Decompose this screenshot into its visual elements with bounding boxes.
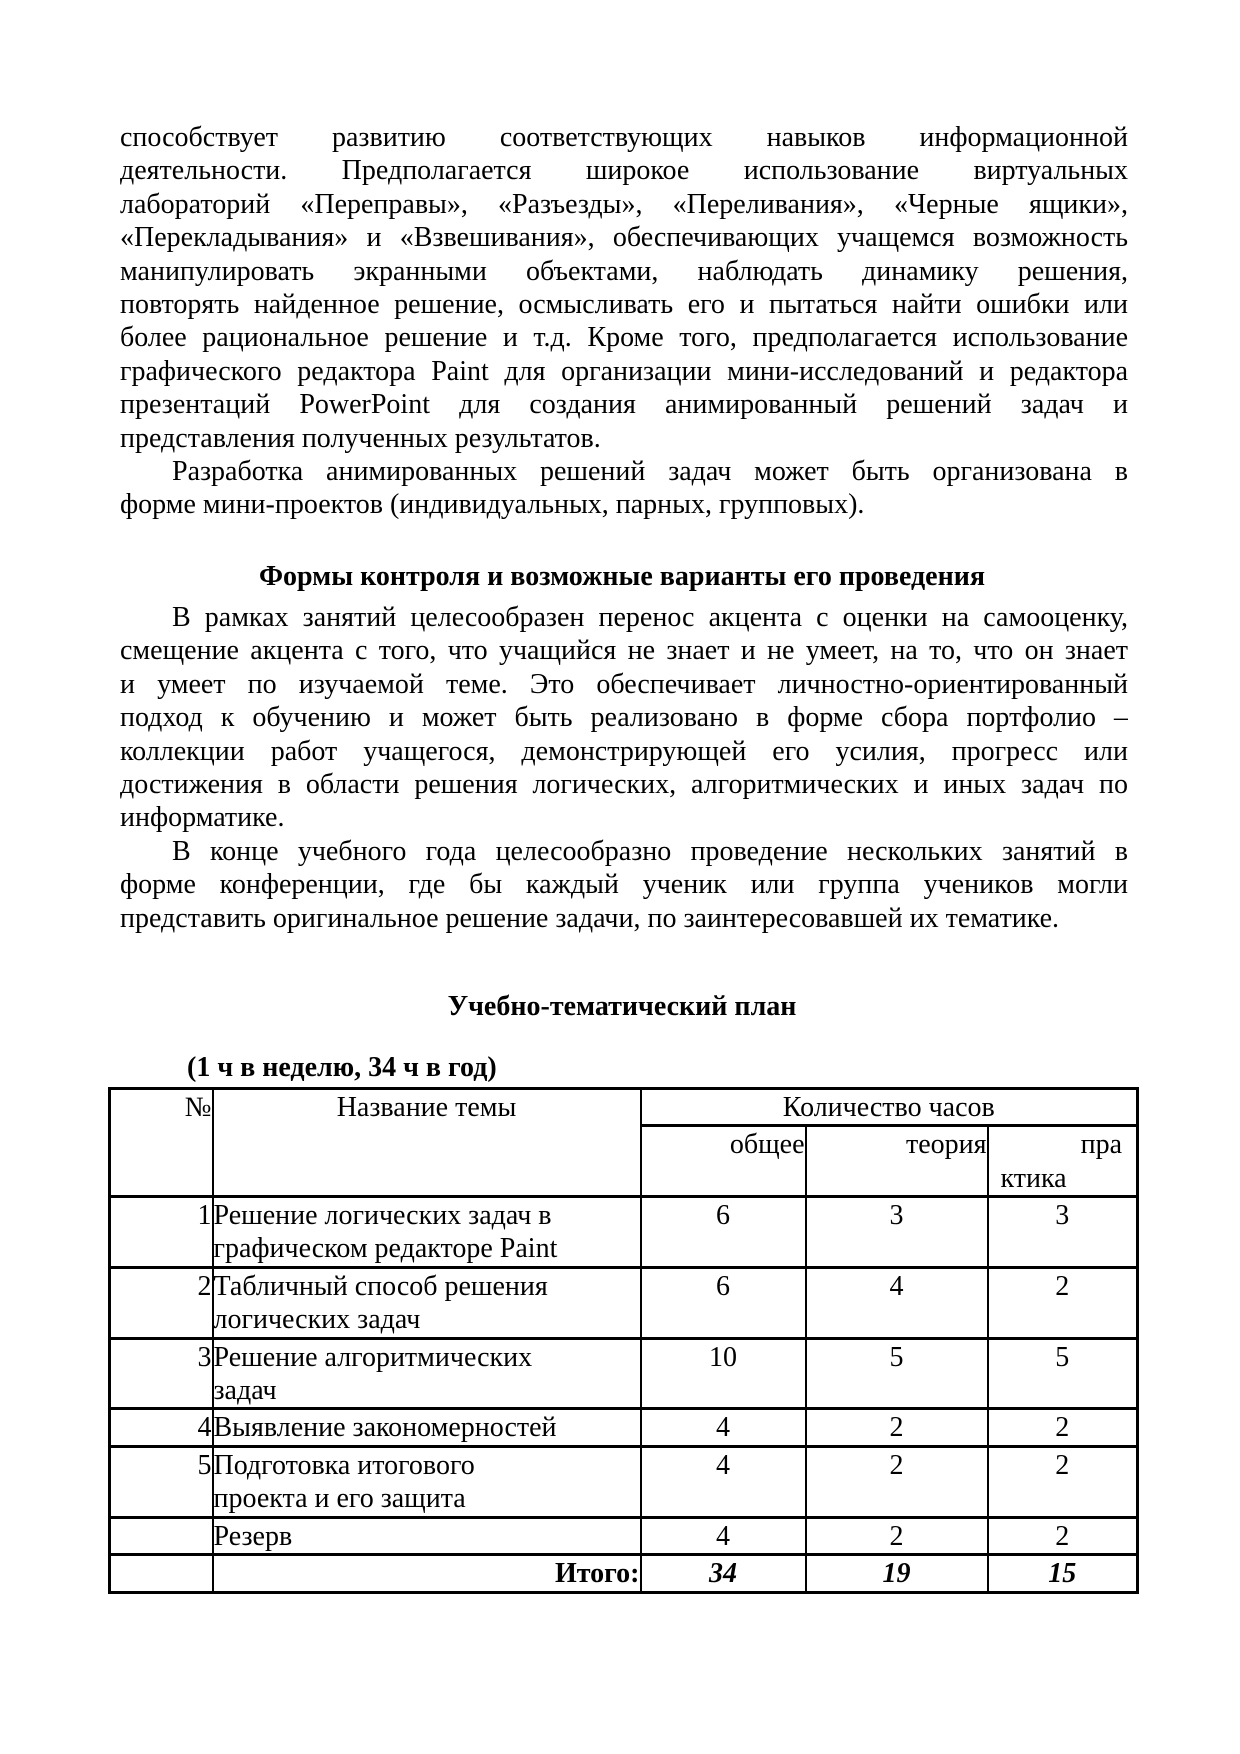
row-practice-hours: 2 [988,1409,1138,1446]
header-num: № [110,1088,213,1196]
text-line: графического редактора Paint для организации мини-исследований и редактора [120,355,1128,387]
row-topic [213,1267,641,1338]
text-line: повторять найденное решение, осмысливать его и пытаться найти ошибки или [120,288,1128,320]
row-theory-hours: 3 [806,1197,988,1268]
paragraph [120,601,1128,835]
text-line: «Перекладывания» и «Взвешивания», обеспечивающих учащемся возможность [120,222,1128,254]
row-number [110,1517,213,1554]
row-topic-line: графическом редакторе Paint [213,1233,558,1265]
table-row [110,1446,1138,1517]
text-line: презентаций PowerPoint для создания анимированный решений задач и [120,389,1128,421]
paragraph [120,455,1128,522]
table-header-row-1 [110,1088,1138,1125]
paragraph [120,835,1128,935]
total-row-theory: 19 [806,1555,988,1592]
row-topic-line: Резерв [213,1520,293,1552]
text-line: Разработка анимированных решений задач может быть организована в [172,455,1128,487]
row-topic-line: Решение алгоритмических [213,1341,533,1373]
text-line: более рациональное решение и т.д. Кроме того, предполагается использование [120,322,1128,354]
plan-heading: Учебно-тематический план [447,991,797,1022]
row-practice-hours: 2 [988,1267,1138,1338]
body-paragraphs-mid [108,601,1136,935]
text-line: достижения в области решения логических, алгоритмических и иных задач по [120,769,1128,801]
header-theory: теория [806,1126,988,1197]
header-total: общее [641,1126,806,1197]
text-line: и умеет по изучаемой теме. Это обеспечивает личностно-ориентированный [120,668,1128,700]
row-practice-hours: 2 [988,1446,1138,1517]
row-total-hours: 4 [641,1517,806,1554]
row-topic [213,1409,641,1446]
body-paragraphs-top [108,121,1136,522]
text-line: лабораторий «Переправы», «Разъезды», «Переливания», «Черные ящики», [120,188,1128,220]
text-line: способствует развитию соответствующих навыков информационной [120,122,1128,153]
text-line: информатике. [120,802,285,834]
text-line: В конце учебного года целесообразно проведение нескольких занятий в [172,835,1128,867]
row-practice-hours: 3 [988,1197,1138,1268]
text-line: В рамках занятий целесообразен перенос акцента с оценки на самооценку, [172,602,1128,634]
row-total-hours: 6 [641,1197,806,1268]
text-line: форме мини-проектов (индивидуальных, парных, групповых). [120,489,865,521]
page-content [108,121,1136,1594]
row-practice-hours: 2 [988,1517,1138,1554]
header-practice-line2: ктика [1000,1162,1067,1194]
plan-subheading: (1 ч в неделю, 34 ч в год) [187,1052,497,1084]
table-row [110,1409,1138,1446]
header-practice [988,1126,1138,1197]
row-total-hours: 6 [641,1267,806,1338]
row-total-hours: 4 [641,1446,806,1517]
row-topic-line: Решение логических задач в [213,1200,552,1232]
table-row [110,1338,1138,1409]
row-theory-hours: 4 [806,1267,988,1338]
row-theory-hours: 2 [806,1517,988,1554]
row-topic-line: проекта и его защита [213,1483,466,1515]
table-row [110,1517,1138,1554]
total-row-num-cell [110,1555,213,1592]
row-topic-line: задач [213,1375,277,1407]
table-row [110,1197,1138,1268]
total-row-label: Итого: [213,1555,641,1592]
text-line: смещение акцента с того, что учащийся не знает и не умеет, на то, что он знает [120,635,1128,667]
text-line: деятельности. Предполагается широкое использование виртуальных [120,155,1128,187]
row-topic-line: Подготовка итогового [213,1449,475,1481]
row-topic [213,1338,641,1409]
section-heading: Формы контроля и возможные варианты его проведения [258,560,986,592]
header-hours-group: Количество часов [641,1088,1138,1125]
row-number: 5 [110,1446,213,1517]
header-practice-line1: пра [1080,1129,1123,1161]
row-topic-line: Табличный способ решения [213,1270,548,1302]
row-topic-line: логических задач [213,1304,421,1336]
row-number: 3 [110,1338,213,1409]
row-topic [213,1446,641,1517]
row-total-hours: 10 [641,1338,806,1409]
row-number: 4 [110,1409,213,1446]
paragraph [120,121,1128,455]
text-line: манипулировать экранными объектами, наблюдать динамику решения, [120,255,1128,287]
text-line: представления полученных результатов. [120,422,601,454]
total-row-total: 34 [641,1555,806,1592]
row-total-hours: 4 [641,1409,806,1446]
row-theory-hours: 2 [806,1446,988,1517]
text-line: представить оригинальное решение задачи, по заинтересовавшей их тематике. [120,902,1060,934]
row-topic [213,1517,641,1554]
row-number: 2 [110,1267,213,1338]
row-practice-hours: 5 [988,1338,1138,1409]
row-theory-hours: 5 [806,1338,988,1409]
text-line: подход к обучению и может быть реализовано в форме сбора портфолио – [120,702,1128,734]
table-row [110,1267,1138,1338]
row-theory-hours: 2 [806,1409,988,1446]
table-total-row [110,1555,1138,1592]
text-line: форме конференции, где бы каждый ученик или группа учеников могли [120,869,1128,901]
text-line: коллекции работ учащегося, демонстрирующей его усилия, прогресс или [120,735,1128,767]
row-topic-line: Выявление закономерностей [213,1412,557,1444]
row-number: 1 [110,1197,213,1268]
header-topic: Название темы [213,1088,641,1196]
plan-table [108,1087,1139,1594]
row-topic [213,1197,641,1268]
total-row-practice: 15 [988,1555,1138,1592]
